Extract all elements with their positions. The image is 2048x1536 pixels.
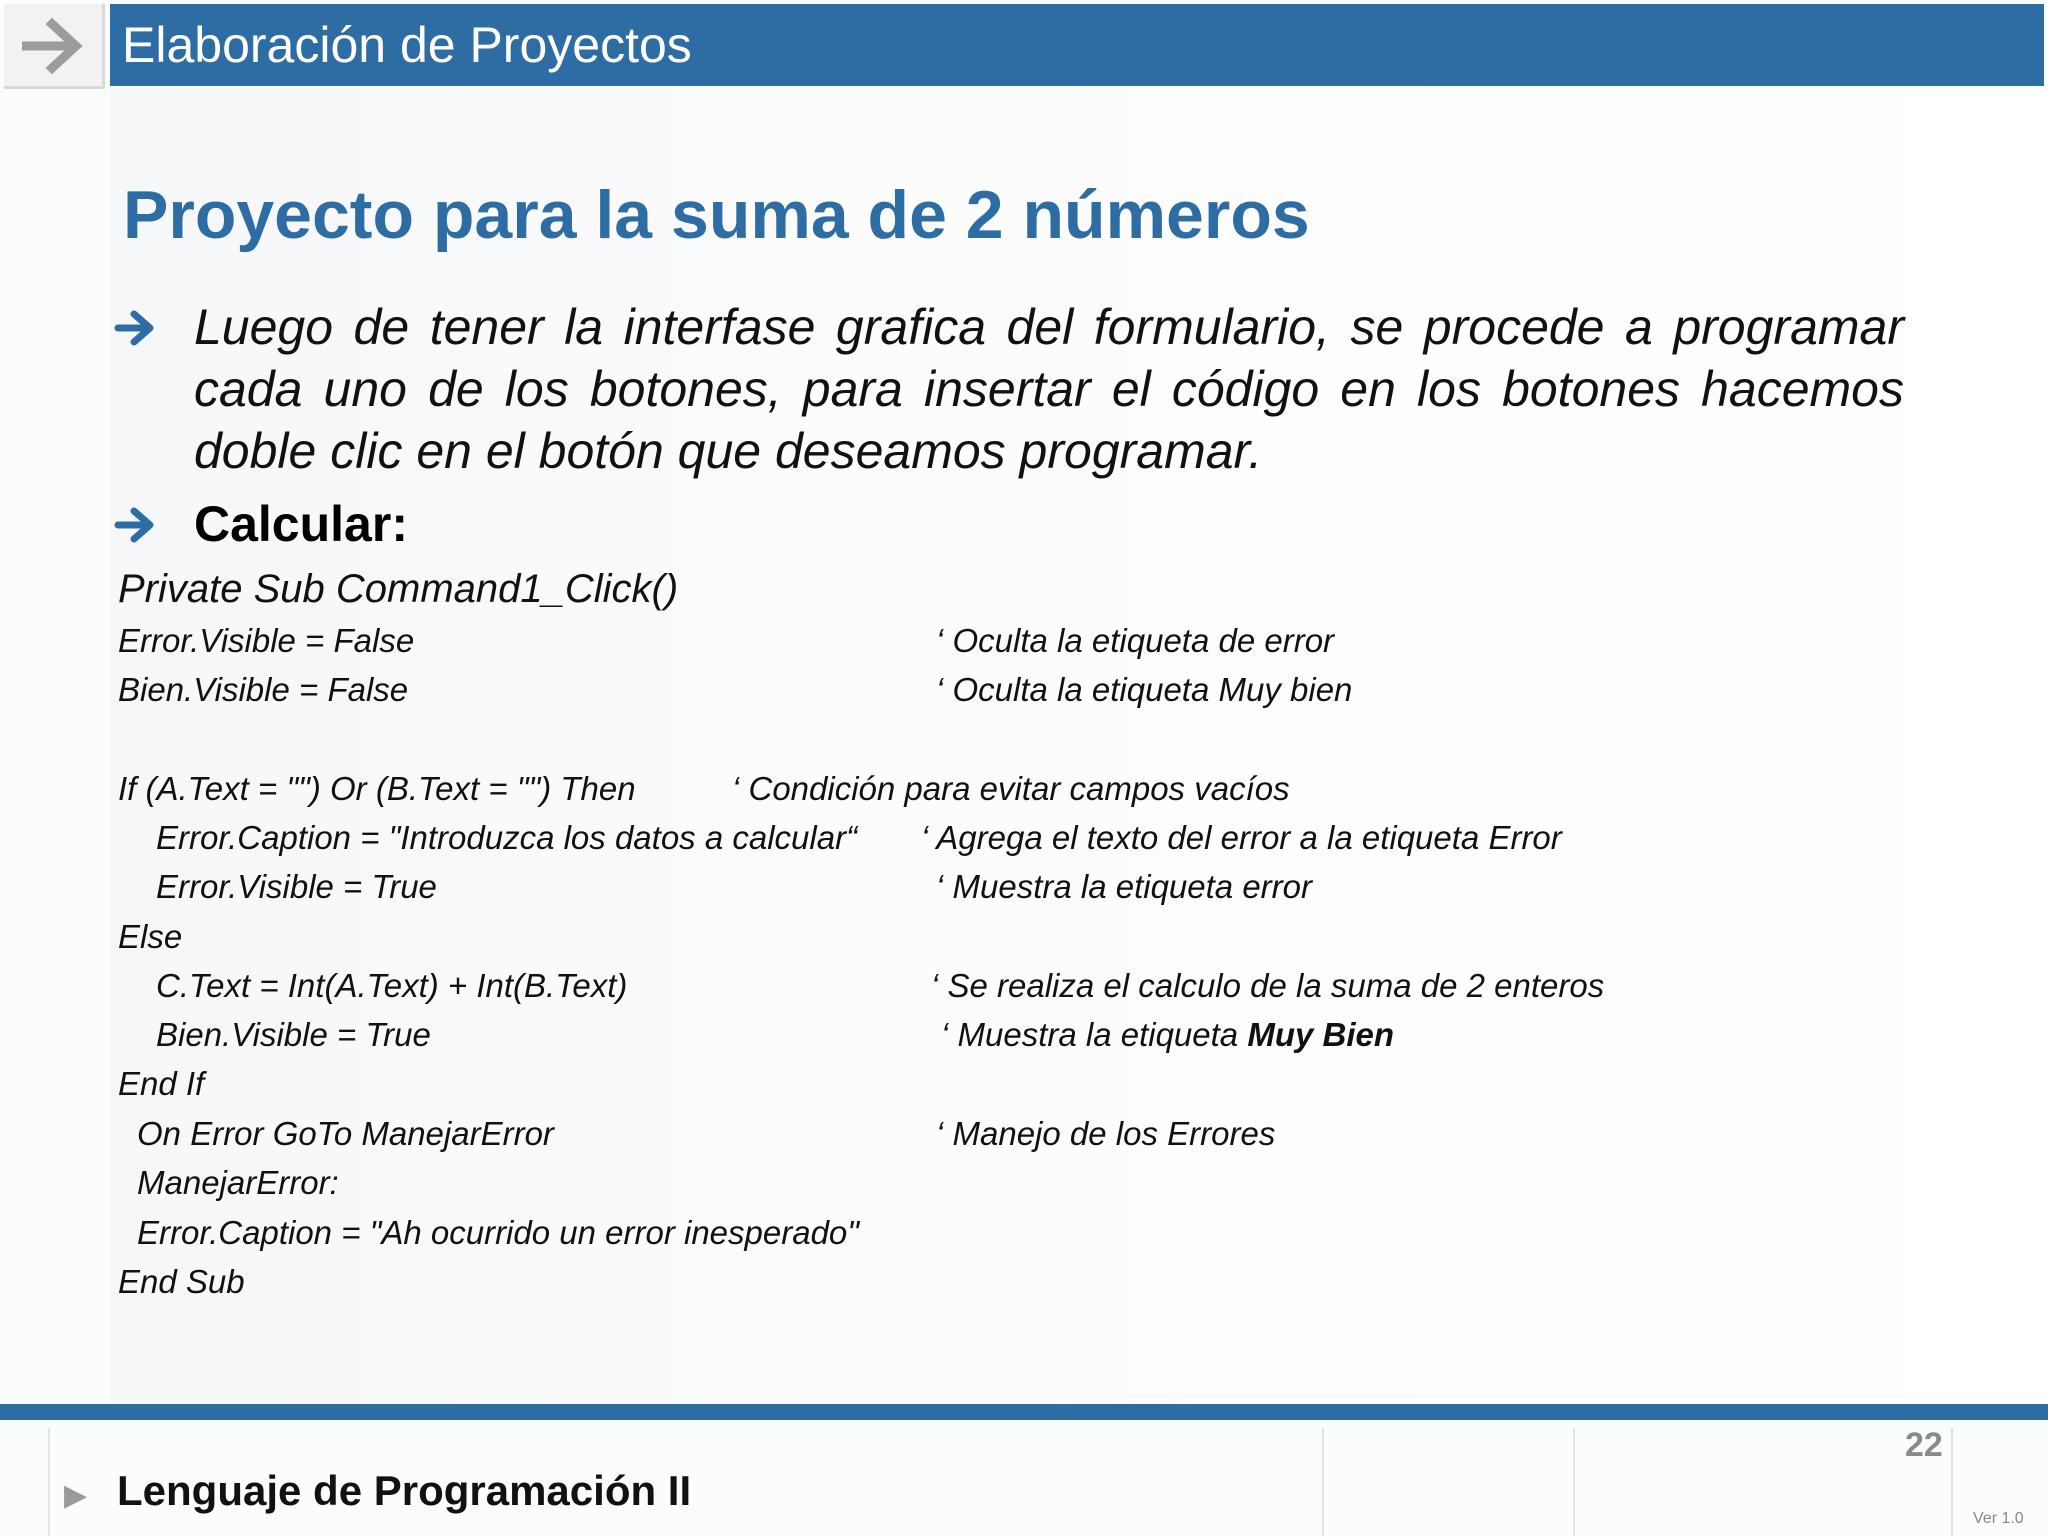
code-line: Error.Caption = "Ah ocurrido un error inesperado" bbox=[137, 1214, 859, 1251]
code-line: Bien.Visible = True bbox=[156, 1016, 431, 1053]
code-line: Error.Visible = False bbox=[118, 622, 415, 659]
code-comment: ‘ Se realiza el calculo de la suma de 2 enteros bbox=[931, 967, 1605, 1004]
code-comment: ‘ Muestra la etiqueta error bbox=[936, 868, 1313, 905]
code-comment: ‘ Condición para evitar campos vacíos bbox=[732, 770, 1290, 807]
footer-divider bbox=[1951, 1428, 1953, 1536]
code-comment: ‘ Oculta la etiqueta de error bbox=[936, 622, 1335, 659]
header-title: Elaboración de Proyectos bbox=[122, 17, 692, 73]
header-arrow-box bbox=[4, 4, 105, 89]
code-line: Else bbox=[118, 918, 183, 955]
version-label: Ver 1.0 bbox=[1973, 1510, 2024, 1527]
code-line: On Error GoTo ManejarError bbox=[137, 1115, 554, 1152]
code-line: End If bbox=[118, 1065, 205, 1102]
content-background bbox=[110, 88, 2048, 1404]
play-triangle-icon: ▶ bbox=[64, 1479, 88, 1512]
comment-bold: Muy Bien bbox=[1247, 1016, 1395, 1053]
bullet-paragraph: Luego de tener la interfase grafica del formulario, se procede a programar cada uno de los botones, para insertar el código en los botones hacemos doble clic en el botón que deseamos programar. bbox=[194, 299, 1904, 479]
footer-divider bbox=[48, 1428, 50, 1536]
code-line: If (A.Text = "") Or (B.Text = "") Then bbox=[118, 770, 636, 807]
header-bar bbox=[110, 4, 2044, 86]
footer-title: Lenguaje de Programación II bbox=[117, 1467, 692, 1514]
code-line: Error.Caption = "Introduzca los datos a calcular“ bbox=[156, 819, 858, 856]
code-line: Bien.Visible = False bbox=[118, 671, 409, 708]
arrow-right-icon bbox=[22, 16, 86, 76]
slide-title: Proyecto para la suma de 2 números bbox=[123, 177, 1310, 253]
code-comment: ‘ Agrega el texto del error a la etiqueta Error bbox=[921, 819, 1562, 856]
code-line: C.Text = Int(A.Text) + Int(B.Text) bbox=[156, 967, 628, 1004]
footer-divider bbox=[1573, 1428, 1575, 1536]
code-line: End Sub bbox=[118, 1263, 245, 1300]
arrow-bullet-icon bbox=[114, 308, 158, 348]
footer-divider bbox=[1322, 1428, 1324, 1536]
code-line: ManejarError: bbox=[137, 1164, 339, 1201]
page-number: 22 bbox=[1905, 1426, 1943, 1464]
code-comment bbox=[941, 1017, 1394, 1053]
calcular-label: Calcular: bbox=[194, 496, 408, 552]
arrow-bullet-icon bbox=[114, 505, 158, 545]
footer-bar bbox=[0, 1404, 2048, 1420]
code-comment: ‘ Oculta la etiqueta Muy bien bbox=[936, 671, 1353, 708]
code-line: Error.Visible = True bbox=[156, 868, 437, 905]
code-comment: ‘ Manejo de los Errores bbox=[936, 1115, 1276, 1152]
code-sub-header: Private Sub Command1_Click() bbox=[118, 567, 679, 611]
comment-prefix: ‘ Muestra la etiqueta bbox=[941, 1016, 1248, 1053]
